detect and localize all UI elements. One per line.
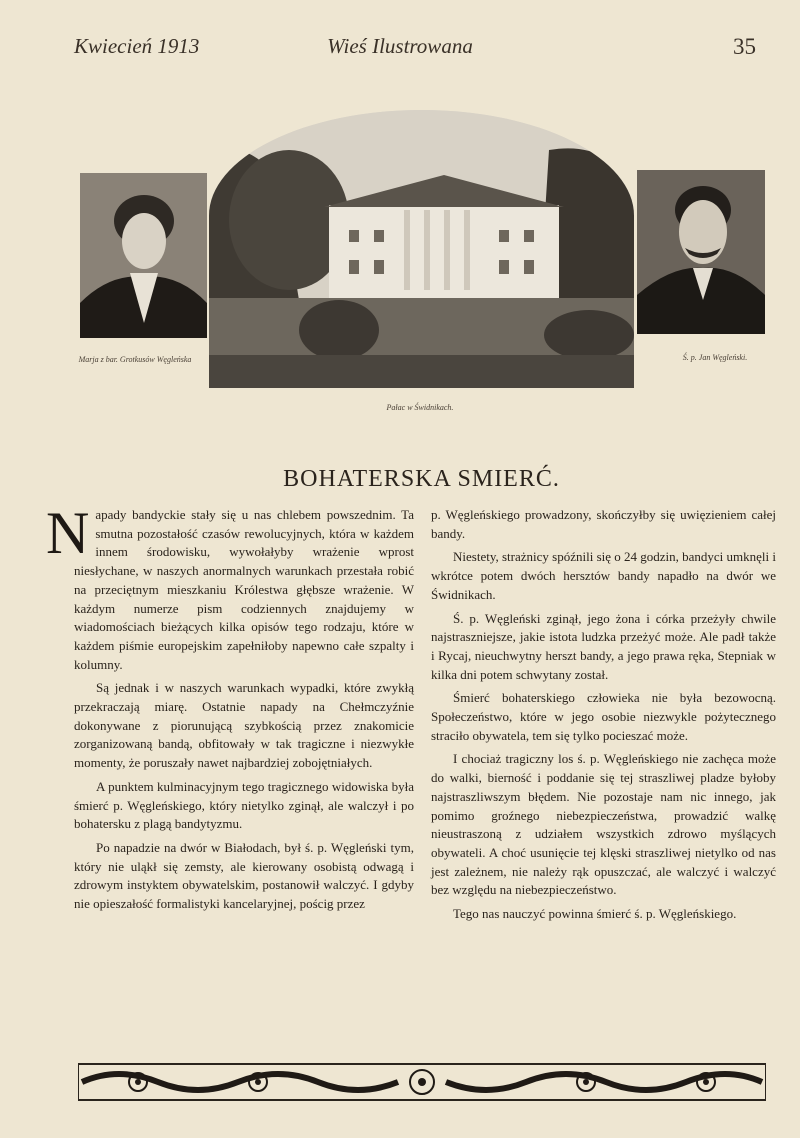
paragraph: Tego nas nauczyć powinna śmierć ś. p. Węgleńskiego. <box>453 906 737 922</box>
caption-left-portrait: Marja z bar. Grotkusów Węgleńska <box>78 355 192 364</box>
paragraph <box>46 500 414 674</box>
caption-right-portrait: Ś. p. Jan Węgleński. <box>682 353 748 362</box>
article-title: BOHATERSKA SMIERĆ. <box>283 466 560 492</box>
palace-photo <box>209 110 634 388</box>
paragraph: Niestety, strażnicy spóźnili się o 24 godzin, bandyci umknęli i wkrótce potem dwóch hersztów bandy napadło na dwór we Świdnikach. <box>431 549 777 602</box>
article-left-column <box>46 500 414 919</box>
portrait-man-photo <box>637 170 765 334</box>
paragraph: Ś. p. Węgleński zginął, jego żona i córka przeżyły chwile najstraszniejsze, jakie istota ludzka przeżyć może. Ale padł także i Rycaj, nieuchwytny herszt bandy, a jego prawa ręka, Stepniak w kilka dni potem schwytany został. <box>431 610 776 682</box>
paragraph: p. Węgleńskiego prowadzony, skończyłby się uwięzieniem całej bandy. <box>431 507 776 541</box>
palace-illustration <box>209 110 634 388</box>
paragraph: Są jednak i w naszych warunkach wypadki, które zwykłą przekraczają miarę. Ostatnie napady na Chełmczyźnie dokonywane z piorunującą szybkością przez znakomicie zorganizowaną bandą, obfitowały w tak tragiczne i niezwykłe momenty, że poruszały nawet najbardziej zobojętniałych. <box>74 680 414 771</box>
caption-palace: Pałac w Świdnikach. <box>386 403 454 412</box>
drop-cap: N <box>46 500 90 566</box>
journal-title: Wieś Ilustrowana <box>327 34 473 58</box>
paragraph-text: apady bandyckie stały się u nas chlebem powszednim. Ta smutna pozostałość czasów rewolucyjnych, która w każdem innem środowisku, wywołałyby wrażenie wprost niesłychane, w naszych anormalnych warunkach przestała robić na przeciętnym mieszkaniu Królestwa głębsze wrażenie. W każdym numerze pism codziennych znajdujemy w wiadomościach bieżących kilka opisów tego rodzaju, które w każdem piśmie europejskim zapełniłoby napewno całe szpalty i kolumny. <box>74 507 414 672</box>
portrait-woman-photo <box>80 173 207 338</box>
paragraph: Po napadzie na dwór w Białodach, był ś. p. Węgleński tym, który nie uląkł się zemsty, ale kierowany osobistą odwagą i zdrowym instyktem obywatelskim, postanowił walczyć. I gdyby nie opieszałość formalistyki kancelaryjnej, pościg przez <box>74 839 414 912</box>
issue-date: Kwiecień 1913 <box>74 34 200 58</box>
portrait-woman-illustration <box>80 173 207 338</box>
decorative-ornament-border <box>78 1062 766 1102</box>
paragraph: Śmierć bohaterskiego człowieka nie była bezowocną. Społeczeństwo, które w jego osobie niezwykle pożytecznego straciło obywatela, tem się tylko pocieszać może. <box>431 690 776 743</box>
page-number: 35 <box>733 34 756 59</box>
portrait-man-illustration <box>637 170 765 334</box>
paragraph: I chociaż tragiczny los ś. p. Węgleńskiego nie zachęca może do walki, bierność i poddanie się tej straszliwej pladze byłoby najstraszliwszym błędem. Nie pozostaje nam nic innego, jak pomimo groźnego niebezpieczeństwa, prowadzić walkę nieustraszoną z udziałem wszystkich zdrowo myślących obywateli. A choć usunięcie tej klęski straszliwej nietylko od nas jest zależnem, nie należy rąk opuszczać, ale walczyć i walczyć bez względu na niebezpieczeństwo. <box>431 751 776 898</box>
paragraph: A punktem kulminacyjnym tego tragicznego widowiska była śmierć p. Węgleńskiego, który nietylko zginął, ale walczył i po bohatersku z plagą bandytyzmu. <box>74 778 414 832</box>
article-right-column <box>431 506 776 929</box>
